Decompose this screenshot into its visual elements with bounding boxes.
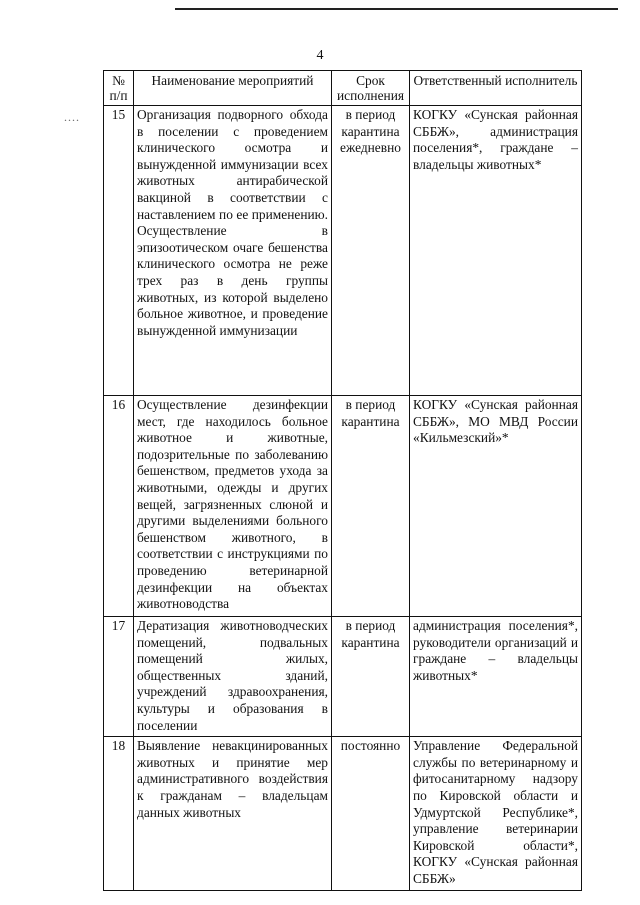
table-row (104, 106, 582, 396)
table-row (104, 617, 582, 737)
table-header-row (104, 71, 582, 106)
measures-table (103, 70, 582, 891)
row-responsible: администрация поселения*, руководители организаций и граждане – владельцы животных* (410, 617, 582, 737)
table-row (104, 396, 582, 617)
page-number: 4 (316, 48, 324, 63)
header-term: Срок исполнения (332, 71, 410, 106)
row-responsible: Управление Федеральной службы по ветеринарному и фитосанитарному надзору по Кировской области и Удмуртской Республике*, управление ветеринарии Кировской области*, КОГКУ «Сунская районная СББЖ» (410, 737, 582, 890)
row-activity: Осуществление дезинфекции мест, где находилось больное животное и животные, подозрительные по заболеванию бешенством, предметов ухода за животными, одежды и других вещей, загрязненных слюной и другими выделениями больного бешенством животного, в соответствии с инструкциями по проведению ветеринарной дезинфекции на объектах животноводства (134, 396, 332, 617)
row-term: в период карантина (332, 617, 410, 737)
row-responsible: КОГКУ «Сунская районная СББЖ», МО МВД России «Кильмезский»* (410, 396, 582, 617)
row-activity: Дератизация животноводческих помещений, подвальных помещений жилых, общественных зданий, учреждений здравоохранения, культуры и образования в поселении (134, 617, 332, 737)
table-row (104, 737, 582, 890)
row-term: постоянно (332, 737, 410, 890)
row-responsible: КОГКУ «Сунская районная СББЖ», администрация поселения*, граждане – владельцы животных* (410, 106, 582, 396)
margin-mark: .... (64, 110, 80, 124)
row-num: 16 (104, 396, 134, 617)
top-rule (175, 8, 618, 10)
row-term: в период карантина ежедневно (332, 106, 410, 396)
row-term: в период карантина (332, 396, 410, 617)
header-activity: Наименование мероприятий (134, 71, 332, 106)
row-num: 15 (104, 106, 134, 396)
header-num: № п/п (104, 71, 134, 106)
row-activity: Выявление невакцинированных животных и принятие мер административного воздействия к гражданам – владельцам данных животных (134, 737, 332, 890)
header-responsible: Ответственный исполнитель (410, 71, 582, 106)
row-num: 18 (104, 737, 134, 890)
row-activity: Организация подворного обхода в поселении с проведением клинического осмотра и вынужденной иммунизации всех животных антирабической вакциной в соответствии с наставлением по ее применению. Осуществление в эпизоотическом очаге бешенства клинического осмотра не реже трех раз в день группы животных, из которой выделено больное животное, и проведение вынужденной иммунизации (134, 106, 332, 396)
row-num: 17 (104, 617, 134, 737)
